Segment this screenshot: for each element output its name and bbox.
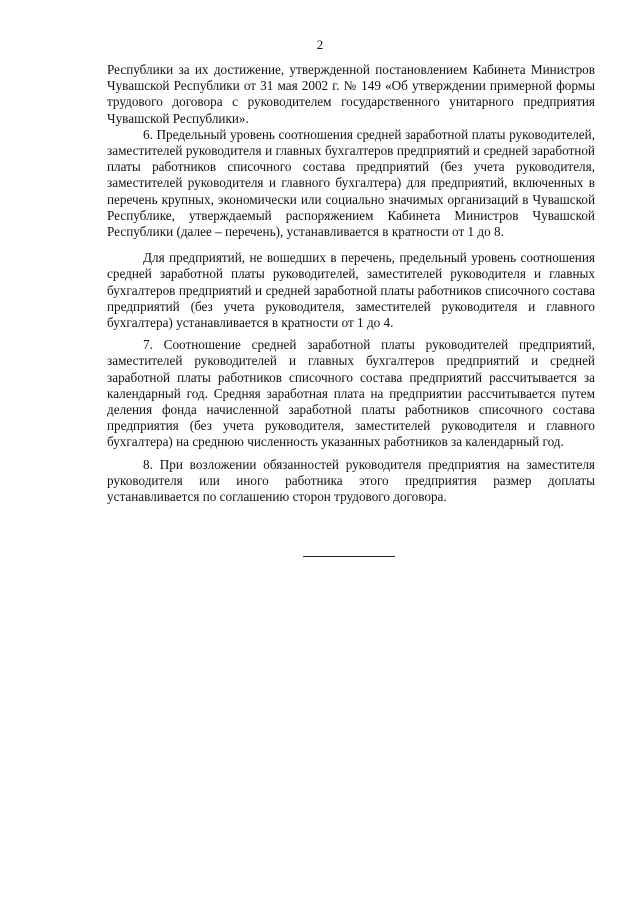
paragraph-continuation: Республики за их достижение, утвержденной постановлением Кабинета Министров Чувашской Республики от 31 мая 2002 г. № 149 «Об утверждении примерной формы трудового договора с руководителем государственного унитарного предприятия Чувашской Республики».: [107, 62, 595, 126]
paragraph-7: 7. Соотношение средней заработной платы руководителей предприятий, заместителей руководителей и главных бухгалтеров предприятий и средней заработной платы работников списочного состава предприятий рассчитывается за календарный год. Средняя заработная плата на предприятии рассчитывается путем деления фонда начисленной заработной платы работников списочного состава предприятия (без учета руководителя, заместителей руководителя и главного бухгалтера) на среднюю численность указанных работников за календарный год.: [107, 337, 595, 450]
paragraph-6: 6. Предельный уровень соотношения средней заработной платы руководителей, заместителей руководителя и главных бухгалтеров предприятий и средней заработной платы работников списочного состава предприятий (без учета руководителя, заместителей руководителя и главного бухгалтера) для предприятий, включенных в перечень крупных, экономически или социально значимых организаций в Чувашской Республике, утверждаемый распоряжением Кабинета Министров Чувашской Республики (далее – перечень), устанавливается в кратности от 1 до 8.: [107, 126, 595, 240]
paragraph-6-continued: Для предприятий, не вошедших в перечень, предельный уровень соотношения средней заработной платы руководителей, заместителей руководителя и главных бухгалтеров предприятий и средней заработной платы работников списочного состава предприятий (без учета руководителя, заместителей руководителя и главного бухгалтера) устанавливается в кратности от 1 до 4.: [107, 250, 595, 331]
end-separator-line: [303, 556, 395, 557]
page-number: 2: [316, 37, 324, 52]
paragraph-8: 8. При возложении обязанностей руководителя предприятия на заместителя руководителя или иного работника этого предприятия размер доплаты устанавливается по соглашению сторон трудового договора.: [107, 456, 595, 505]
document-body: [107, 62, 595, 505]
